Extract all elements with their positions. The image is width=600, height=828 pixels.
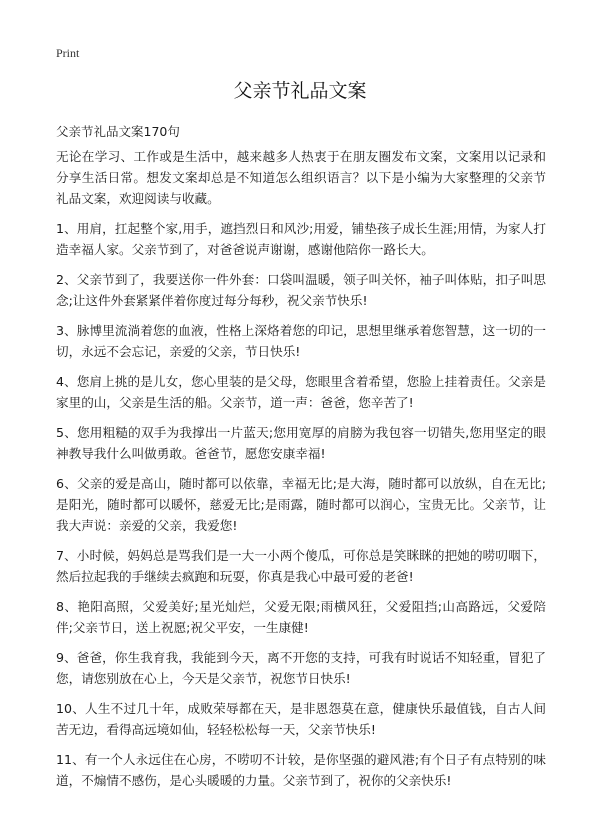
intro-paragraph: 无论在学习、工作或是生活中，越来越多人热衷于在朋友圈发布文案，文案用以记录和分享生活日常。想发文案却总是不知道怎么组织语言？以下是小编为大家整理的父亲节礼品文案，欢迎阅读与收藏。 [56,149,546,206]
paragraph-item: 4、您肩上挑的是儿女，您心里装的是父母，您眼里含着希望，您脸上挂着责任。父亲是家里的山，父亲是生活的船。父亲节，道一声：爸爸，您辛苦了! [56,374,546,410]
paragraph-item: 1、用肩，扛起整个家,用手，遮挡烈日和风沙;用爱，铺垫孩子成长生涯;用情，为家人打造幸福人家。父亲节到了，对爸爸说声谢谢，感谢他陪你一路长大。 [56,221,546,257]
paragraph-item: 7、小时候，妈妈总是骂我们是一大一小两个傻瓜，可你总是笑眯眯的把她的唠叨咽下，然后拉起我的手继续去疯跑和玩耍，你真是我心中最可爱的老爸! [56,548,546,584]
paragraph-item: 11、有一个人永远住在心房，不唠叨不计较，是你坚强的避风港;有个日子有点特别的味道，不煽情不感伤，是心头暖暖的力量。父亲节到了，祝你的父亲快乐! [56,752,546,788]
paragraph-item: 3、脉博里流淌着您的血液，性格上深烙着您的印记，思想里继承着您智慧，这一切的一切，永远不会忘记，亲爱的父亲，节日快乐! [56,323,546,359]
document-subtitle: 父亲节礼品文案170句 [56,124,180,139]
paragraph-item: 6、父亲的爱是高山，随时都可以依靠，幸福无比;是大海，随时都可以放纵，自在无比;是阳光，随时都可以暖怀，慈爱无比;是雨露，随时都可以润心，宝贵无比。父亲节，让我大声说：亲爱的父亲，我爱您! [56,476,546,533]
paragraph-item: 10、人生不过几十年，成败荣辱都在天，是非恩怨莫在意，健康快乐最值钱，自古人间苦无边，看得高远境如仙，轻轻松松每一天，父亲节快乐! [56,701,546,737]
print-link[interactable]: Print [56,46,80,60]
paragraph-item: 5、您用粗糙的双手为我撑出一片蓝天;您用宽厚的肩膀为我包容一切错失,您用坚定的眼神教导我什么叫做勇敢。爸爸节，愿您安康幸福! [56,425,546,461]
page-title: 父亲节礼品文案 [233,80,367,102]
paragraph-item: 8、艳阳高照，父爱美好;星光灿烂，父爱无限;雨横风狂，父爱阻挡;山高路远，父爱陪伴;父亲节日，送上祝愿;祝父平安，一生康健! [56,599,546,635]
paragraph-item: 2、父亲节到了，我要送你一件外套：口袋叫温暖，领子叫关怀，袖子叫体贴，扣子叫思念;让这件外套紧紧伴着你度过每分每秒，祝父亲节快乐! [56,272,546,308]
document-body [56,146,546,800]
paragraph-item: 9、爸爸，你生我育我，我能到今天，离不开您的支持，可我有时说话不知轻重，冒犯了您，请您别放在心上，今天是父亲节，祝您节日快乐! [56,650,546,686]
